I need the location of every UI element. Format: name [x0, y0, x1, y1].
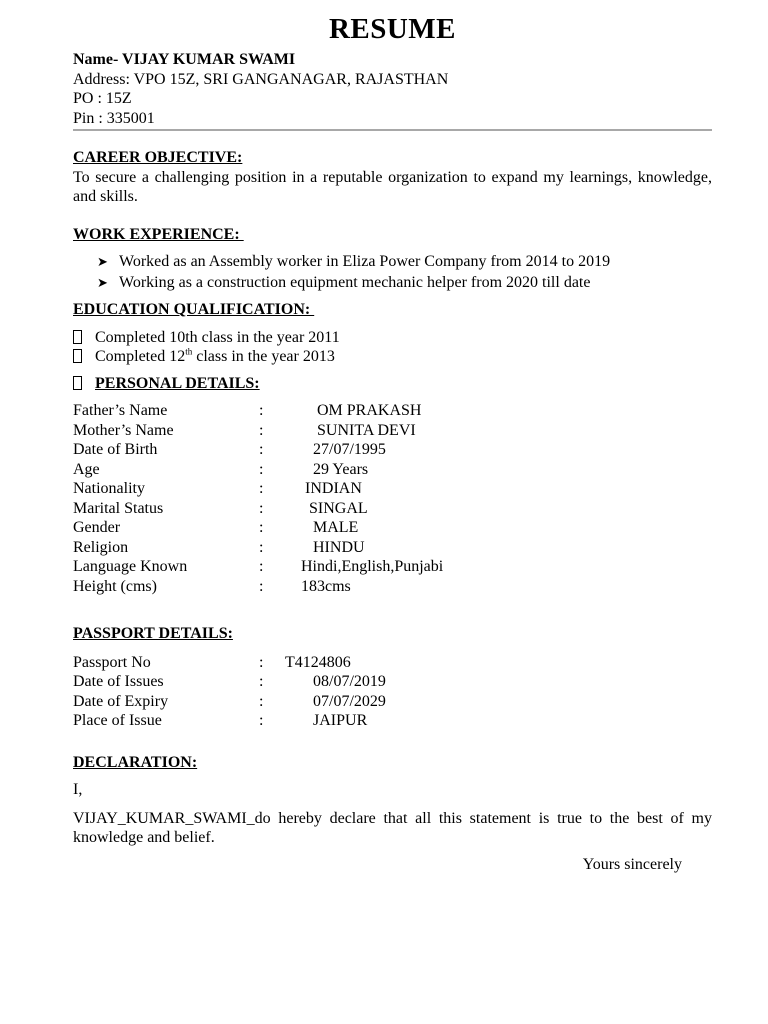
- declaration-heading: DECLARATION:: [73, 753, 198, 771]
- row-separator: :: [259, 673, 264, 690]
- name-line: Name- VIJAY KUMAR SWAMI: [73, 51, 296, 68]
- row-value: 07/07/2029: [285, 692, 386, 710]
- row-value: Hindi,English,Punjabi: [285, 558, 444, 575]
- row-value: OM PRAKASH: [285, 402, 422, 419]
- row-label: Date of Issues: [73, 673, 164, 690]
- row-value: JAIPUR: [285, 712, 368, 729]
- list-item: [97, 252, 712, 273]
- row-label: Nationality: [73, 480, 145, 497]
- career-objective-text: To secure a challenging position in a reputable organization to expand my learnings, knowledge, and skills.: [73, 168, 712, 205]
- work-item-text: Worked as an Assembly worker in Eliza Power Company from 2014 to 2019: [119, 253, 611, 270]
- work-experience-heading: WORK EXPERIENCE:: [73, 225, 244, 243]
- address-line: Address: VPO 15Z, SRI GANGANAGAR, RAJASTHAN: [73, 70, 449, 88]
- row-label: Date of Expiry: [73, 692, 169, 710]
- empty-box-icon: [73, 330, 82, 344]
- row-label: Language Known: [73, 558, 188, 575]
- row-value: 27/07/1995: [285, 441, 386, 458]
- row-value: INDIAN: [285, 480, 362, 497]
- row-label: Height (cms): [73, 577, 157, 595]
- row-value: 183cms: [285, 577, 351, 595]
- row-label: Place of Issue: [73, 712, 162, 729]
- row-separator: :: [259, 558, 264, 575]
- personal-details-heading: PERSONAL DETAILS:: [95, 374, 260, 392]
- signoff-text: Yours sincerely: [582, 855, 682, 873]
- row-separator: :: [259, 402, 264, 419]
- pin-line: Pin : 335001: [73, 109, 155, 127]
- row-value: T4124806: [285, 653, 351, 671]
- work-experience-list: [73, 252, 712, 293]
- row-value: MALE: [285, 519, 359, 536]
- row-value: 29 Years: [285, 460, 369, 478]
- education-list: [73, 328, 712, 367]
- row-value: HINDU: [285, 538, 365, 556]
- education-heading: EDUCATION QUALIFICATION:: [73, 301, 315, 318]
- table-row: [73, 692, 712, 712]
- table-row: [73, 711, 712, 731]
- row-separator: :: [259, 653, 264, 671]
- row-separator: :: [259, 577, 264, 595]
- table-row: [73, 421, 712, 441]
- arrow-bullet-icon: ➤: [97, 275, 108, 291]
- empty-box-icon: [73, 376, 82, 390]
- declaration-text: VIJAY_KUMAR_SWAMI_do hereby declare that all this statement is true to the best of my knowledge and belief.: [73, 809, 712, 846]
- table-row: [73, 479, 712, 499]
- contact-block: [73, 50, 712, 128]
- list-item: [73, 328, 712, 348]
- table-row: [73, 401, 712, 421]
- resume-title: RESUME: [328, 13, 457, 45]
- education-item-text: Completed 10th class in the year 2011: [95, 328, 340, 346]
- row-label: Date of Birth: [73, 441, 158, 458]
- row-separator: :: [259, 538, 264, 556]
- career-objective-heading: CAREER OBJECTIVE:: [73, 149, 243, 166]
- table-row: [73, 538, 712, 558]
- row-separator: :: [259, 712, 264, 729]
- table-row: [73, 653, 712, 673]
- row-value: SUNITA DEVI: [285, 421, 416, 439]
- table-row: [73, 518, 712, 538]
- table-row: [73, 577, 712, 597]
- row-separator: :: [259, 519, 264, 536]
- table-row: [73, 460, 712, 480]
- row-label: Age: [73, 460, 100, 478]
- personal-details-table: [73, 401, 712, 596]
- row-separator: :: [259, 692, 264, 710]
- row-separator: :: [259, 441, 264, 458]
- work-item-text: Working as a construction equipment mechanic helper from 2020 till date: [119, 273, 591, 291]
- row-separator: :: [259, 499, 264, 517]
- personal-heading-row: [73, 374, 712, 394]
- passport-details-heading: PASSPORT DETAILS:: [73, 625, 233, 642]
- education-item-text: Completed 12th class in the year 2013: [95, 346, 335, 365]
- list-item: [97, 273, 712, 294]
- passport-details-table: [73, 653, 712, 731]
- row-label: Passport No: [73, 653, 151, 671]
- row-separator: :: [259, 480, 264, 497]
- row-value: 08/07/2019: [285, 673, 386, 690]
- po-line: PO : 15Z: [73, 90, 132, 107]
- table-row: [73, 557, 712, 577]
- table-row: [73, 672, 712, 692]
- table-row: [73, 499, 712, 519]
- row-label: Marital Status: [73, 499, 164, 517]
- row-label: Mother’s Name: [73, 421, 174, 439]
- declaration-line-i: I,: [73, 781, 83, 798]
- row-label: Religion: [73, 538, 129, 556]
- list-item: [73, 347, 712, 367]
- table-row: [73, 440, 712, 460]
- row-separator: :: [259, 421, 264, 439]
- row-separator: :: [259, 460, 264, 478]
- empty-box-icon: [73, 349, 82, 363]
- row-value: SINGAL: [285, 499, 368, 517]
- arrow-bullet-icon: ➤: [97, 255, 108, 270]
- row-label: Father’s Name: [73, 402, 168, 419]
- row-label: Gender: [73, 519, 121, 536]
